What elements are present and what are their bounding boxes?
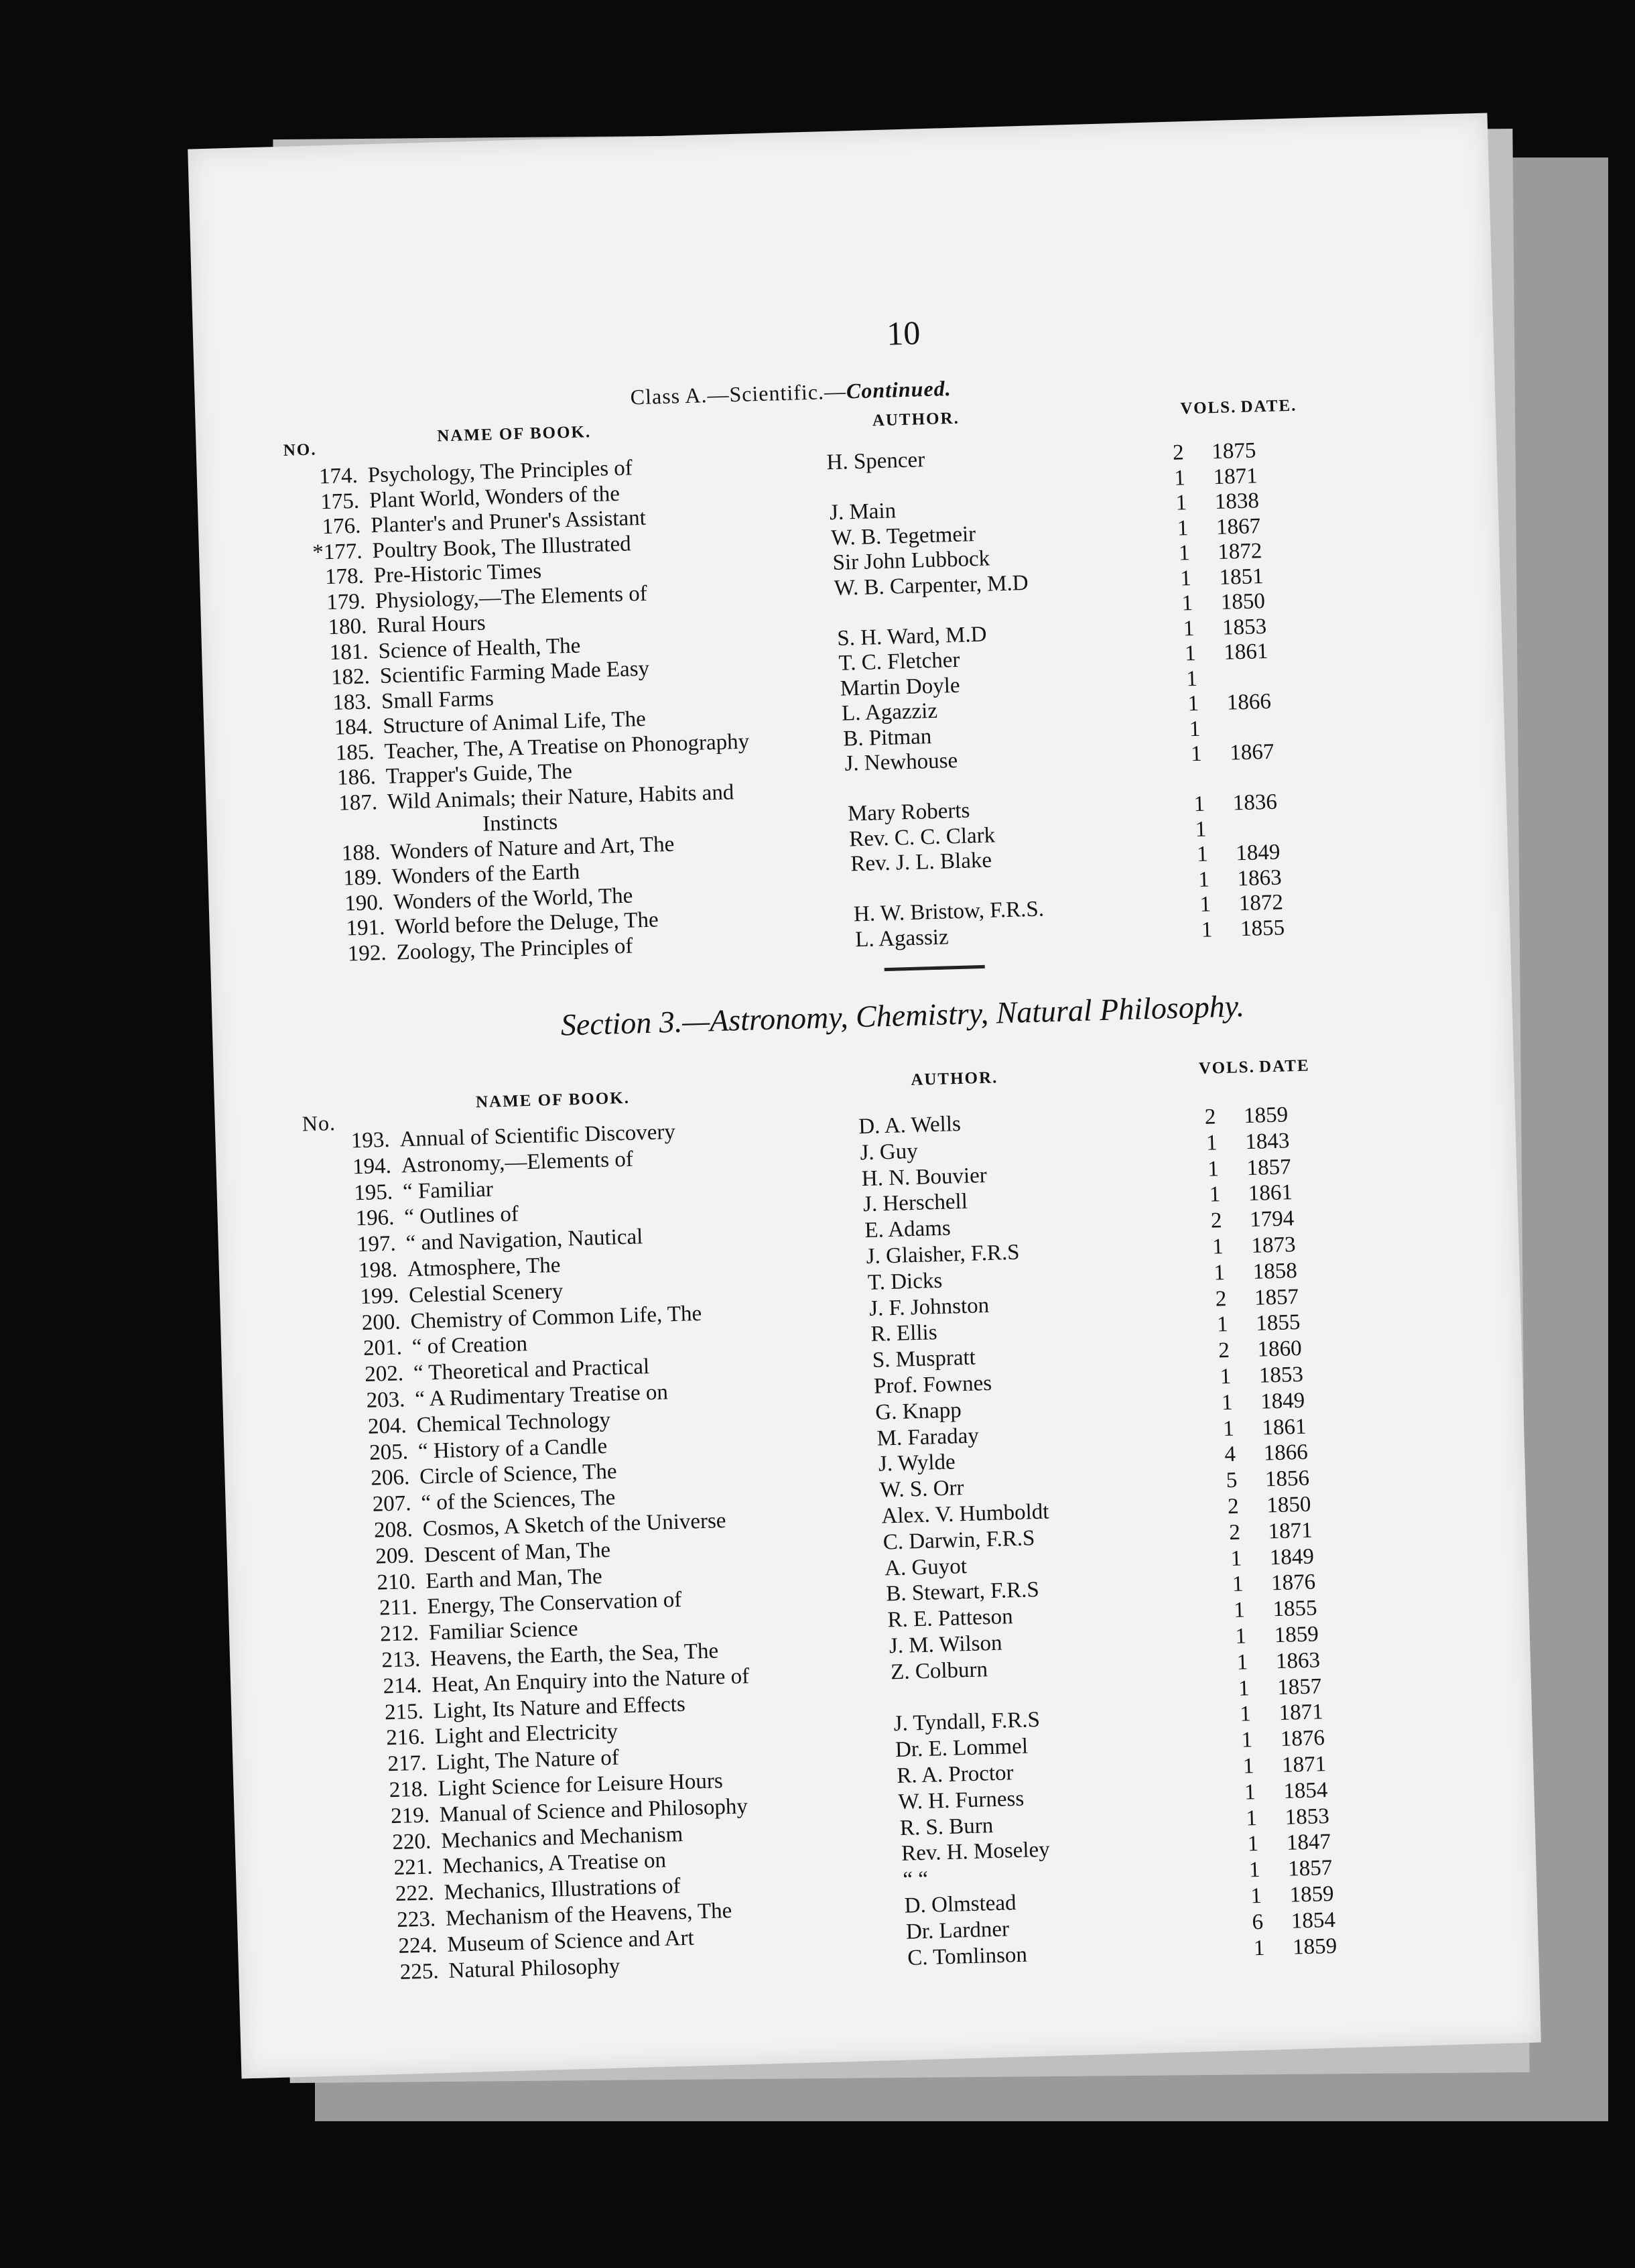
entry-number: 208. (373, 1517, 413, 1543)
book-title: Earth and Man, The (425, 1564, 603, 1594)
book-title: Chemistry of Common Life, The (410, 1301, 702, 1334)
book-author: Alex. V. Humboldt (881, 1499, 1049, 1529)
book-author: R. E. Patteson (887, 1604, 1014, 1633)
publication-date: 1855 (1240, 915, 1285, 941)
publication-date: 1866 (1263, 1440, 1309, 1466)
volume-count: 1 (1207, 1156, 1220, 1182)
book-author: J. M. Wilson (889, 1631, 1002, 1659)
book-author: T. C. Fletcher (838, 647, 960, 676)
publication-date: 1857 (1246, 1154, 1292, 1180)
volume-count: 1 (1248, 1858, 1261, 1883)
volume-count: 1 (1201, 917, 1213, 942)
book-author: H. Spencer (826, 448, 925, 475)
publication-date: 1849 (1235, 840, 1281, 866)
publication-date: 1863 (1237, 865, 1283, 891)
book-title: Atmosphere, The (407, 1253, 561, 1282)
entry-number: 183. (332, 689, 372, 715)
book-author: J. F. Johnston (868, 1293, 990, 1321)
book-title: “ Outlines of (403, 1202, 519, 1230)
publication-date: 1859 (1289, 1881, 1335, 1907)
book-author: L. Agassiz (854, 924, 950, 952)
book-author: A. Guyot (884, 1554, 968, 1581)
publication-date: 1859 (1274, 1622, 1319, 1648)
book-title: Trapper's Guide, The (385, 759, 573, 789)
volume-count: 2 (1228, 1520, 1241, 1545)
entry-number: 196. (355, 1206, 395, 1231)
volume-count: 1 (1190, 741, 1203, 767)
volume-count: 1 (1244, 1779, 1256, 1805)
book-title: Celestial Scenery (408, 1279, 564, 1308)
col-header-author-2: AUTHOR. (910, 1068, 998, 1090)
book-author: J. Guy (860, 1139, 919, 1166)
col-header-author: AUTHOR. (872, 409, 960, 430)
entry-number: 181. (329, 639, 369, 665)
volume-count: 1 (1216, 1312, 1229, 1337)
book-author: H. N. Bouvier (861, 1163, 988, 1191)
book-author: Prof. Fownes (873, 1371, 992, 1399)
entry-number: 186. (336, 765, 377, 790)
publication-date: 1851 (1219, 564, 1264, 590)
book-author: Dr. E. Lommel (895, 1734, 1029, 1763)
entry-number: 215. (384, 1699, 424, 1724)
book-author: H. W. Bristow, F.R.S. (853, 897, 1045, 927)
volume-count: 1 (1187, 691, 1199, 716)
publication-date: 1853 (1285, 1804, 1330, 1830)
publication-date: 1838 (1214, 489, 1260, 515)
publication-date: 1871 (1279, 1700, 1324, 1726)
book-author: B. Stewart, F.R.S (885, 1578, 1040, 1606)
section-heading: Section 3.—Astronomy, Chemistry, Natural Philosophy. (560, 989, 1245, 1042)
book-author: W. B. Carpenter, M.D (834, 570, 1029, 601)
book-title: Manual of Science and Philosophy (439, 1794, 748, 1827)
book-title: Familiar Science (428, 1617, 579, 1645)
book-author: L. Agazziz (841, 698, 938, 726)
volume-count: 1 (1253, 1936, 1265, 1960)
volume-count: 1 (1185, 666, 1198, 691)
book-title: “ and Navigation, Nautical (405, 1224, 643, 1256)
entry-number: 211. (379, 1595, 418, 1621)
volume-count: 1 (1245, 1806, 1258, 1831)
book-author: W. B. Tegetmeir (830, 521, 976, 550)
volume-count: 1 (1196, 842, 1209, 867)
volume-count: 1 (1195, 817, 1207, 842)
publication-date: 1855 (1255, 1310, 1301, 1336)
volume-count: 1 (1221, 1390, 1233, 1415)
book-author: R. S. Burn (899, 1813, 994, 1840)
volume-count: 1 (1220, 1364, 1232, 1389)
volume-count (1184, 768, 1211, 769)
book-author: Dr. Lardner (905, 1917, 1010, 1944)
book-author: J. Main (829, 499, 897, 525)
entry-number: 174. (318, 463, 358, 489)
book-author: Mary Roberts (847, 798, 970, 826)
entry-number: 202. (364, 1361, 404, 1387)
entry-number: 220. (391, 1829, 432, 1854)
publication-date: 1872 (1238, 890, 1284, 916)
class-heading-continued: Continued. (846, 375, 952, 403)
book-author: J. Herschell (862, 1190, 968, 1217)
entry-number: 200. (361, 1310, 401, 1335)
book-title: Psychology, The Principles of (367, 456, 633, 488)
book-author: J. Wylde (878, 1450, 956, 1477)
col-header-no: NO. (283, 440, 317, 460)
entry-number: 197. (356, 1231, 397, 1257)
entry-number: *177. (312, 539, 363, 565)
publication-date: 1876 (1270, 1570, 1316, 1596)
publication-date: 1873 (1250, 1233, 1296, 1258)
volume-count: 1 (1214, 1260, 1226, 1285)
volume-count: 2 (1218, 1338, 1230, 1363)
publication-date: 1860 (1257, 1336, 1303, 1362)
book-author: T. Dicks (867, 1268, 943, 1295)
volume-count: 1 (1234, 1624, 1247, 1649)
page-number: 10 (886, 314, 921, 353)
entry-number: 206. (371, 1465, 410, 1491)
publication-date: 1871 (1213, 463, 1258, 489)
publication-date: 1854 (1291, 1907, 1336, 1934)
book-title: Planter's and Pruner's Assistant (370, 505, 647, 538)
publication-date: 1871 (1268, 1518, 1313, 1544)
entry-number (298, 816, 379, 818)
book-title: Physiology,—The Elements of (375, 581, 648, 613)
entry-number: 207. (372, 1491, 412, 1517)
volume-count: 6 (1252, 1909, 1264, 1935)
publication-date: 1863 (1275, 1648, 1321, 1674)
volume-count: 2 (1210, 1208, 1222, 1233)
volume-count: 1 (1232, 1572, 1244, 1597)
publication-date: 1836 (1232, 790, 1278, 816)
book-author: S. H. Ward, M.D (836, 622, 987, 651)
book-title: Pre-Historic Times (373, 559, 542, 588)
class-heading-main: Class A.—Scientific.— (630, 379, 847, 410)
publication-date: 1857 (1254, 1284, 1299, 1310)
book-author: “ “ (902, 1867, 929, 1893)
book-title: Annual of Scientific Discovery (399, 1119, 676, 1152)
entry-number: 209. (375, 1543, 415, 1569)
volume-count: 1 (1222, 1416, 1235, 1441)
entry-number: 201. (363, 1335, 403, 1361)
entry-number: 214. (383, 1673, 422, 1699)
publication-date: 1849 (1260, 1388, 1305, 1414)
volume-count: 1 (1173, 465, 1186, 491)
entry-number: 217. (387, 1751, 427, 1777)
book-author: J. Newhouse (844, 748, 958, 776)
book-title: “ of the Sciences, The (421, 1485, 616, 1515)
entry-number: 194. (352, 1153, 392, 1180)
publication-date: 1871 (1281, 1752, 1327, 1777)
book-author: J. Tyndall, F.R.S (893, 1708, 1041, 1737)
col-header-date: DATE. (1240, 396, 1297, 416)
book-title: Mechanics and Mechanism (440, 1822, 683, 1853)
volume-count: 2 (1227, 1494, 1240, 1519)
book-title: Zoology, The Principles of (396, 934, 633, 964)
volume-count: 2 (1204, 1105, 1216, 1129)
book-title: Cosmos, A Sketch of the Universe (422, 1509, 726, 1541)
volume-count: 1 (1250, 1883, 1262, 1909)
col-header-name: NAME OF BOOK. (436, 423, 592, 446)
volume-count: 1 (1193, 792, 1205, 817)
volume-count: 1 (1189, 716, 1201, 741)
entry-number: 224. (398, 1933, 438, 1958)
book-author: R. Ellis (870, 1320, 938, 1347)
publication-date: 1855 (1272, 1596, 1317, 1622)
class-heading (630, 361, 1502, 410)
volume-count: 1 (1199, 892, 1212, 917)
book-title: Natural Philosophy (448, 1954, 620, 1983)
publication-date: 1861 (1248, 1180, 1293, 1206)
book-author: R. A. Proctor (896, 1761, 1014, 1789)
entry-number: 222. (395, 1881, 435, 1907)
entry-number: 203. (366, 1387, 405, 1413)
book-title: Scientific Farming Made Easy (379, 656, 650, 688)
book-title: Energy, The Conservation of (427, 1588, 682, 1619)
publication-date: 1854 (1283, 1777, 1328, 1804)
entry-number: 219. (390, 1803, 430, 1828)
publication-date: 1843 (1244, 1129, 1290, 1154)
book-title: Wonders of the Earth (391, 859, 580, 889)
entry-number: 210. (377, 1569, 416, 1595)
book-title: World before the Deluge, The (394, 907, 659, 940)
book-title: “ Familiar (402, 1177, 494, 1204)
publication-date: 1859 (1243, 1102, 1289, 1129)
book-title: “ History of a Candle (417, 1434, 608, 1464)
volume-count: 1 (1242, 1754, 1254, 1779)
book-author: Sir John Lubbock (832, 546, 990, 576)
entry-number: 179. (326, 589, 366, 615)
book-author: D. A. Wells (858, 1112, 962, 1139)
entry-number: 213. (381, 1647, 421, 1673)
book-author: J. Glaisher, F.R.S (866, 1240, 1021, 1269)
book-author: W. H. Furness (898, 1786, 1025, 1814)
entry-number: 185. (335, 739, 375, 765)
book-author: Rev. J. L. Blake (850, 848, 992, 877)
publication-date: 1861 (1223, 639, 1268, 665)
volume-count: 1 (1205, 1131, 1218, 1155)
entry-number: 178. (324, 564, 365, 590)
volume-count: 4 (1224, 1442, 1236, 1467)
entry-number: 199. (360, 1283, 399, 1309)
volume-count: 1 (1241, 1728, 1253, 1753)
book-author: G. Knapp (874, 1397, 962, 1425)
book-title: Rural Hours (376, 611, 486, 639)
entry-number: 192. (347, 940, 387, 966)
book-author: W. S. Orr (879, 1476, 964, 1503)
publication-date: 1858 (1252, 1258, 1298, 1284)
entry-number: 189. (342, 865, 383, 891)
book-author: Rev. H. Moseley (901, 1838, 1051, 1867)
col-header-date-2: DATE (1258, 1056, 1310, 1076)
col-header-vols: VOLS. (1180, 398, 1237, 418)
publication-date: 1861 (1261, 1414, 1307, 1440)
entry-number: 223. (396, 1907, 436, 1932)
book-author: C. Tomlinson (907, 1942, 1028, 1970)
entry-number: 187. (338, 790, 378, 816)
publication-date: 1850 (1220, 589, 1266, 615)
col-header-name-2: NAME OF BOOK. (475, 1088, 631, 1112)
book-author: Rev. C. C. Clark (848, 822, 996, 851)
book-author: Martin Doyle (840, 673, 960, 701)
entry-number: 180. (328, 614, 367, 640)
book-title: Structure of Animal Life, The (382, 706, 647, 739)
book-author: Z. Colburn (890, 1657, 988, 1685)
publication-date: 1872 (1217, 539, 1262, 564)
book-title: Museum of Science and Art (446, 1926, 695, 1957)
book-title: Poultry Book, The Illustrated (372, 531, 632, 563)
col-header-vols-2: VOLS. (1198, 1058, 1256, 1078)
book-title: Plant World, Wonders of the (369, 481, 620, 513)
publication-date: 1867 (1229, 739, 1274, 765)
entry-number: 193. (350, 1127, 391, 1153)
publication-date: 1849 (1269, 1544, 1315, 1570)
entry-number: 216. (385, 1725, 426, 1751)
col-header-no-2: No. (302, 1111, 336, 1136)
volume-count: 1 (1184, 641, 1197, 666)
book-author: M. Faraday (876, 1424, 980, 1451)
entry-number: 195. (353, 1180, 393, 1205)
book-title: Instincts (482, 810, 558, 836)
volume-count: 1 (1212, 1235, 1224, 1259)
volume-count: 1 (1181, 591, 1193, 616)
entry-number: 212. (379, 1621, 419, 1647)
book-title: Light Science for Leisure Hours (438, 1769, 724, 1802)
volume-count: 1 (1179, 566, 1192, 591)
volume-count: 1 (1183, 616, 1195, 641)
book-title: Astronomy,—Elements of (401, 1147, 634, 1178)
book-title: Mechanics, Illustrations of (444, 1874, 681, 1905)
volume-count: 1 (1236, 1650, 1248, 1675)
book-author: D. Olmstead (904, 1891, 1017, 1918)
volume-count: 1 (1209, 1182, 1221, 1208)
entry-number: 225. (399, 1958, 440, 1984)
entry-number: 191. (346, 915, 385, 941)
publication-date: 1866 (1226, 689, 1272, 715)
volume-count: 2 (1172, 440, 1185, 465)
volume-count: 1 (1197, 867, 1210, 892)
publication-date: 1850 (1266, 1492, 1311, 1518)
entry-number: 218. (389, 1777, 429, 1803)
publication-date: 1856 (1264, 1466, 1310, 1492)
catalogue-page (188, 113, 1541, 2078)
volume-count: 1 (1247, 1832, 1259, 1856)
publication-date: 1857 (1277, 1674, 1322, 1700)
book-author: S. Muspratt (872, 1345, 976, 1373)
publication-date: 1853 (1258, 1362, 1304, 1388)
book-title: Small Farms (381, 686, 495, 714)
volume-count: 1 (1239, 1702, 1252, 1727)
book-title: Mechanics, A Treatise on (442, 1848, 667, 1879)
entry-number: 221. (393, 1854, 433, 1881)
volume-count: 1 (1233, 1598, 1246, 1623)
entry-number: 176. (322, 513, 361, 540)
book-title: Circle of Science, The (419, 1459, 618, 1490)
book-title: Wonders of the World, The (393, 883, 633, 915)
book-title: Teacher, The, A Treatise on Phonography (384, 729, 750, 764)
volume-count: 1 (1230, 1546, 1242, 1571)
section-divider-rule (885, 965, 985, 971)
book-author: C. Darwin, F.R.S (882, 1525, 1035, 1555)
publication-date: 1794 (1249, 1206, 1295, 1233)
book-title: Mechanism of the Heavens, The (445, 1899, 732, 1931)
book-title: Descent of Man, The (423, 1537, 611, 1568)
publication-date: 1875 (1211, 438, 1256, 464)
book-author: B. Pitman (842, 724, 932, 751)
book-author: E. Adams (864, 1216, 952, 1243)
entry-number: 190. (344, 890, 384, 916)
volume-count: 1 (1178, 541, 1191, 566)
book-title: “ of Creation (411, 1332, 528, 1360)
entry-number: 184. (334, 714, 373, 740)
book-title: Wonders of Nature and Art, The (390, 832, 675, 865)
volume-count: 5 (1226, 1468, 1238, 1493)
book-title: Heavens, the Earth, the Sea, The (430, 1639, 719, 1672)
book-title: Science of Health, The (378, 633, 581, 664)
book-title: “ Theoretical and Practical (413, 1354, 650, 1386)
book-title: Light and Electricity (434, 1720, 618, 1749)
book-title: Chemical Technology (416, 1407, 611, 1438)
entry-number: 198. (358, 1257, 398, 1283)
publication-date: 1859 (1292, 1934, 1337, 1960)
publication-date: 1857 (1287, 1856, 1333, 1881)
publication-date: 1867 (1216, 513, 1261, 540)
entry-number: 205. (369, 1439, 409, 1465)
volume-count: 1 (1238, 1676, 1250, 1701)
volume-count: 1 (1177, 515, 1189, 541)
entry-number: 175. (320, 489, 360, 514)
volume-count: 1 (1175, 491, 1187, 515)
book-title: “ A Rudimentary Treatise on (414, 1380, 669, 1411)
book-title: Light, The Nature of (436, 1745, 620, 1775)
publication-date: 1847 (1286, 1830, 1331, 1856)
volume-count: 2 (1215, 1286, 1227, 1312)
entry-number: 188. (341, 840, 381, 866)
entry-number: 182. (330, 664, 371, 690)
book-title: Heat, An Enquiry into the Nature of (431, 1663, 750, 1698)
publication-date: 1853 (1222, 614, 1267, 640)
publication-date: 1876 (1280, 1726, 1325, 1752)
book-title: Light, Its Nature and Effects (433, 1692, 686, 1723)
entry-number: 204. (367, 1413, 407, 1439)
book-title: Wild Animals; their Nature, Habits and (387, 779, 734, 814)
